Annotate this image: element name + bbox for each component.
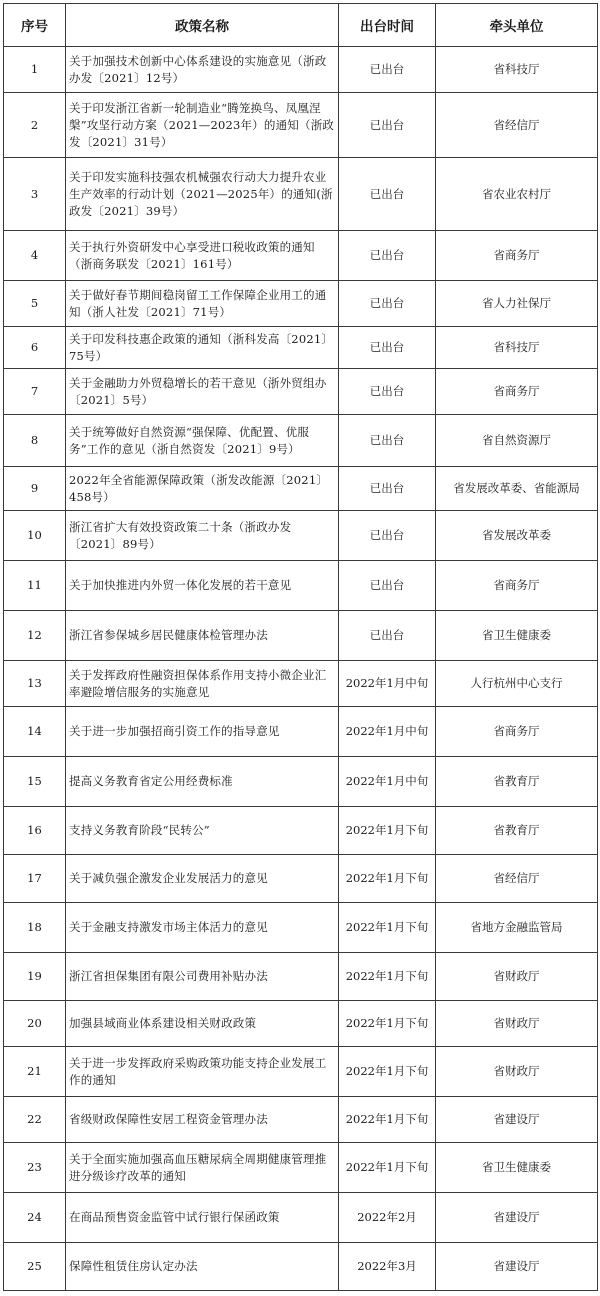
lead-unit: 省发展改革委 [436,511,598,561]
issue-time: 2022年1月下旬 [339,903,436,953]
lead-unit: 省财政厅 [436,1001,598,1047]
table-row [4,661,598,707]
policy-name: 浙江省担保集团有限公司费用补贴办法 [66,953,339,1001]
lead-unit: 省商务厅 [436,231,598,281]
row-index: 9 [4,467,66,511]
lead-unit: 省财政厅 [436,1047,598,1097]
lead-unit: 省科技厅 [436,327,598,369]
lead-unit: 省自然资源厅 [436,415,598,467]
issue-time: 2022年1月下旬 [339,1143,436,1193]
policy-name: 关于做好春节期间稳岗留工工作保障企业用工的通知（浙人社发〔2021〕71号） [66,281,339,327]
table-row [4,855,598,903]
table-body [4,47,598,1291]
policy-name: 关于进一步加强招商引资工作的指导意见 [66,707,339,757]
table-header-row [4,4,598,47]
row-index: 2 [4,93,66,158]
table-row [4,1243,598,1291]
policy-name: 省级财政保障性安居工程资金管理办法 [66,1097,339,1143]
header-issue-time: 出台时间 [339,4,436,47]
row-index: 3 [4,158,66,231]
table-row [4,953,598,1001]
policy-name: 支持义务教育阶段“民转公” [66,807,339,855]
table-row [4,93,598,158]
row-index: 13 [4,661,66,707]
lead-unit: 省卫生健康委 [436,611,598,661]
table-row [4,467,598,511]
lead-unit: 省商务厅 [436,561,598,611]
lead-unit: 省财政厅 [436,953,598,1001]
row-index: 8 [4,415,66,467]
row-index: 23 [4,1143,66,1193]
issue-time: 已出台 [339,93,436,158]
policy-name: 关于金融助力外贸稳增长的若干意见（浙外贸组办〔2021〕5号） [66,369,339,415]
policy-name: 关于全面实施加强高血压糖尿病全周期健康管理推进分级诊疗改革的通知 [66,1143,339,1193]
policy-name: 关于发挥政府性融资担保体系作用支持小微企业汇率避险增信服务的实施意见 [66,661,339,707]
issue-time: 已出台 [339,369,436,415]
policy-name: 在商品预售资金监管中试行银行保函政策 [66,1193,339,1243]
issue-time: 已出台 [339,281,436,327]
row-index: 16 [4,807,66,855]
issue-time: 2022年1月中旬 [339,661,436,707]
table-row [4,327,598,369]
row-index: 7 [4,369,66,415]
issue-time: 2022年2月 [339,1193,436,1243]
policy-name: 关于印发科技惠企政策的通知（浙科发高〔2021〕75号） [66,327,339,369]
policy-name: 关于统筹做好自然资源“强保障、优配置、优服务”工作的意见（浙自然资发〔2021〕9号） [66,415,339,467]
table-row [4,1097,598,1143]
table-row [4,1047,598,1097]
row-index: 18 [4,903,66,953]
policy-name: 关于减负强企激发企业发展活力的意见 [66,855,339,903]
table-row [4,281,598,327]
issue-time: 已出台 [339,231,436,281]
row-index: 21 [4,1047,66,1097]
lead-unit: 省建设厅 [436,1193,598,1243]
policy-table [3,3,598,1291]
policy-name: 提高义务教育省定公用经费标准 [66,757,339,807]
policy-name: 关于金融支持激发市场主体活力的意见 [66,903,339,953]
table-row [4,903,598,953]
issue-time: 2022年1月下旬 [339,807,436,855]
row-index: 4 [4,231,66,281]
table-row [4,415,598,467]
issue-time: 已出台 [339,415,436,467]
policy-name: 加强县域商业体系建设相关财政政策 [66,1001,339,1047]
row-index: 10 [4,511,66,561]
issue-time: 2022年1月中旬 [339,757,436,807]
row-index: 11 [4,561,66,611]
lead-unit: 省建设厅 [436,1243,598,1291]
policy-name: 保障性租赁住房认定办法 [66,1243,339,1291]
table-row [4,47,598,93]
lead-unit: 省发展改革委、省能源局 [436,467,598,511]
header-policy-name: 政策名称 [66,4,339,47]
issue-time: 2022年1月下旬 [339,1097,436,1143]
policy-name: 关于印发浙江省新一轮制造业“腾笼换鸟、凤凰涅槃”攻坚行动方案（2021—2023年）的通知（浙政发〔2021〕31号） [66,93,339,158]
table-row [4,511,598,561]
table-row [4,1001,598,1047]
lead-unit: 省卫生健康委 [436,1143,598,1193]
lead-unit: 省科技厅 [436,47,598,93]
issue-time: 2022年1月下旬 [339,855,436,903]
table-row [4,369,598,415]
issue-time: 已出台 [339,467,436,511]
policy-name: 关于印发实施科技强农机械强农行动大力提升农业生产效率的行动计划（2021—2025年）的通知(浙政发〔2021〕39号） [66,158,339,231]
lead-unit: 省教育厅 [436,807,598,855]
table-row [4,707,598,757]
table-row [4,807,598,855]
row-index: 20 [4,1001,66,1047]
lead-unit: 省教育厅 [436,757,598,807]
issue-time: 已出台 [339,158,436,231]
policy-name: 浙江省扩大有效投资政策二十条（浙政办发〔2021〕89号） [66,511,339,561]
table-row [4,1143,598,1193]
row-index: 14 [4,707,66,757]
policy-name: 2022年全省能源保障政策（浙发改能源〔2021〕458号） [66,467,339,511]
issue-time: 2022年1月下旬 [339,953,436,1001]
lead-unit: 省经信厅 [436,93,598,158]
header-lead-unit: 牵头单位 [436,4,598,47]
lead-unit: 省农业农村厅 [436,158,598,231]
row-index: 22 [4,1097,66,1143]
row-index: 19 [4,953,66,1001]
issue-time: 已出台 [339,561,436,611]
row-index: 25 [4,1243,66,1291]
issue-time: 2022年3月 [339,1243,436,1291]
issue-time: 已出台 [339,611,436,661]
issue-time: 2022年1月下旬 [339,1001,436,1047]
lead-unit: 省经信厅 [436,855,598,903]
lead-unit: 人行杭州中心支行 [436,661,598,707]
table-row [4,611,598,661]
policy-name: 关于加快推进内外贸一体化发展的若干意见 [66,561,339,611]
row-index: 24 [4,1193,66,1243]
table-row [4,1193,598,1243]
policy-name: 关于执行外资研发中心享受进口税收政策的通知（浙商务联发〔2021〕161号） [66,231,339,281]
lead-unit: 省商务厅 [436,707,598,757]
lead-unit: 省建设厅 [436,1097,598,1143]
lead-unit: 省地方金融监管局 [436,903,598,953]
policy-name: 关于进一步发挥政府采购政策功能支持企业发展工作的通知 [66,1047,339,1097]
table-row [4,231,598,281]
row-index: 15 [4,757,66,807]
issue-time: 已出台 [339,47,436,93]
row-index: 17 [4,855,66,903]
issue-time: 已出台 [339,511,436,561]
header-index: 序号 [4,4,66,47]
lead-unit: 省人力社保厅 [436,281,598,327]
row-index: 1 [4,47,66,93]
table-row [4,757,598,807]
table-row [4,561,598,611]
issue-time: 2022年1月中旬 [339,707,436,757]
policy-name: 关于加强技术创新中心体系建设的实施意见（浙政办发〔2021〕12号） [66,47,339,93]
row-index: 12 [4,611,66,661]
issue-time: 2022年1月下旬 [339,1047,436,1097]
policy-name: 浙江省参保城乡居民健康体检管理办法 [66,611,339,661]
row-index: 6 [4,327,66,369]
table-row [4,158,598,231]
lead-unit: 省商务厅 [436,369,598,415]
row-index: 5 [4,281,66,327]
issue-time: 已出台 [339,327,436,369]
